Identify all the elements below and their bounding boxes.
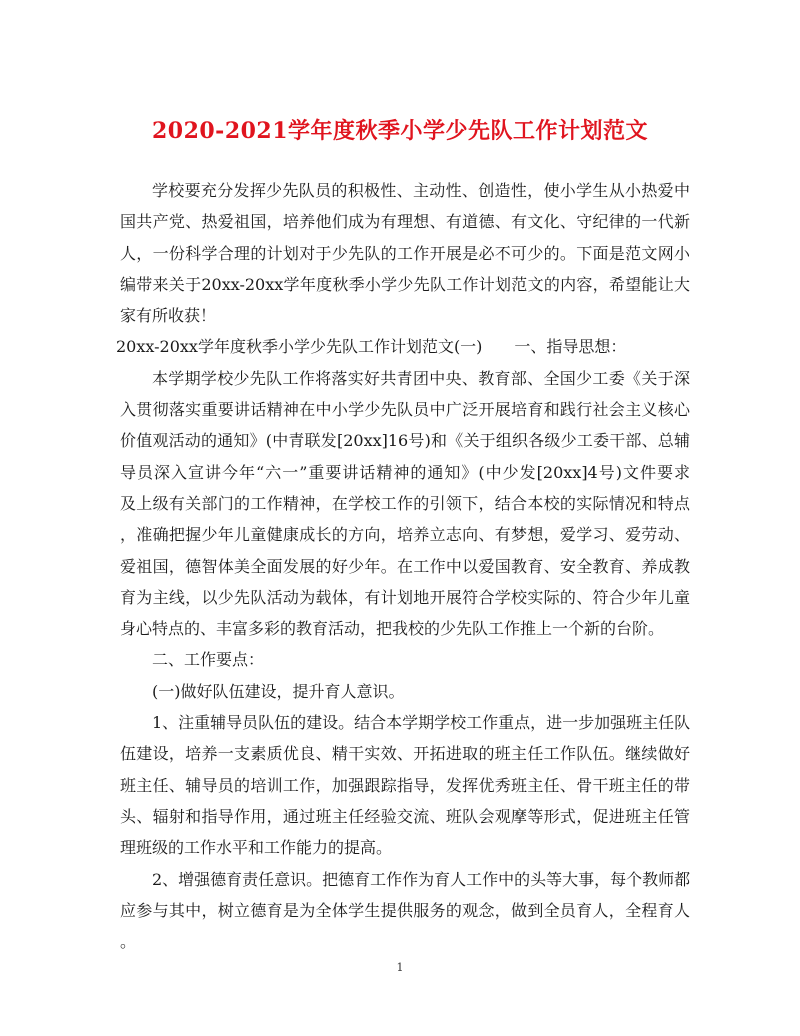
document-body	[116, 175, 691, 957]
text-line: (一)做好队伍建设，提升育人意识。	[152, 681, 405, 701]
text-line: 导员深入宣讲今年“六一”重要讲话精神的通知》(中少发[20xx]4号)文件要求	[120, 462, 690, 482]
text-line: 及上级有关部门的工作精神，在学校工作的引领下，结合本校的实际情况和特点	[120, 493, 690, 513]
document-title: 2020-2021学年度秋季小学少先队工作计划范文	[151, 118, 649, 144]
text-line: 国共产党、热爱祖国，培养他们成为有理想、有道德、有文化、守纪律的一代新	[120, 212, 690, 232]
text-line: 伍建设，培养一支素质优良、精干实效、开拓进取的班主任工作队伍。继续做好	[120, 744, 690, 764]
text-line: 爱祖国，德智体美全面发展的好少年。在工作中以爱国教育、安全教育、养成教	[120, 556, 690, 576]
text-line: 编带来关于20xx-20xx学年度秋季小学少先队工作计划范文的内容，希望能让大	[120, 274, 690, 294]
text-line: 本学期学校少先队工作将落实好共青团中央、教育部、全国少工委《关于深	[152, 368, 690, 388]
text-line: 应参与其中，树立德育是为全体学生提供服务的观念，做到全员育人，全程育人	[120, 900, 690, 920]
text-line: ，准确把握少年儿童健康成长的方向，培养立志向、有梦想，爱学习、爱劳动、	[120, 525, 690, 545]
text-line: 家有所收获！	[120, 306, 217, 326]
text-line: 理班级的工作水平和工作能力的提高。	[120, 838, 393, 858]
text-line: 20xx-20xx学年度秋季小学少先队工作计划范文(一) 一、指导思想：	[116, 337, 627, 357]
text-line: 班主任、辅导员的培训工作，加强跟踪指导，发挥优秀班主任、骨干班主任的带	[120, 775, 690, 795]
text-line: 头、辐射和指导作用，通过班主任经验交流、班队会观摩等形式，促进班主任管	[120, 806, 690, 826]
text-line: 二、工作要点：	[152, 650, 265, 670]
text-line: 1、注重辅导员队伍的建设。结合本学期学校工作重点，进一步加强班主任队	[152, 713, 691, 733]
text-line: 2、增强德育责任意识。把德育工作作为育人工作中的头等大事，每个教师都	[152, 869, 691, 889]
text-line: 入贯彻落实重要讲话精神在中小学少先队员中广泛开展培育和践行社会主义核心	[120, 400, 690, 420]
text-line: 人，一份科学合理的计划对于少先队的工作开展是必不可少的。下面是范文网小	[120, 243, 690, 263]
text-line: 价值观活动的通知》(中青联发[20xx]16号)和《关于组织各级少工委干部、总辅	[120, 431, 690, 451]
text-line: 学校要充分发挥少先队员的积极性、主动性、创造性，使小学生从小热爱中	[152, 181, 690, 200]
text-line: 育为主线，以少先队活动为载体，有计划地开展符合学校实际的、符合少年儿童	[120, 587, 690, 607]
text-line: 。	[120, 932, 137, 952]
page-number: 1	[396, 961, 404, 974]
text-line: 身心特点的、丰富多彩的教育活动，把我校的少先队工作推上一个新的台阶。	[120, 619, 665, 639]
